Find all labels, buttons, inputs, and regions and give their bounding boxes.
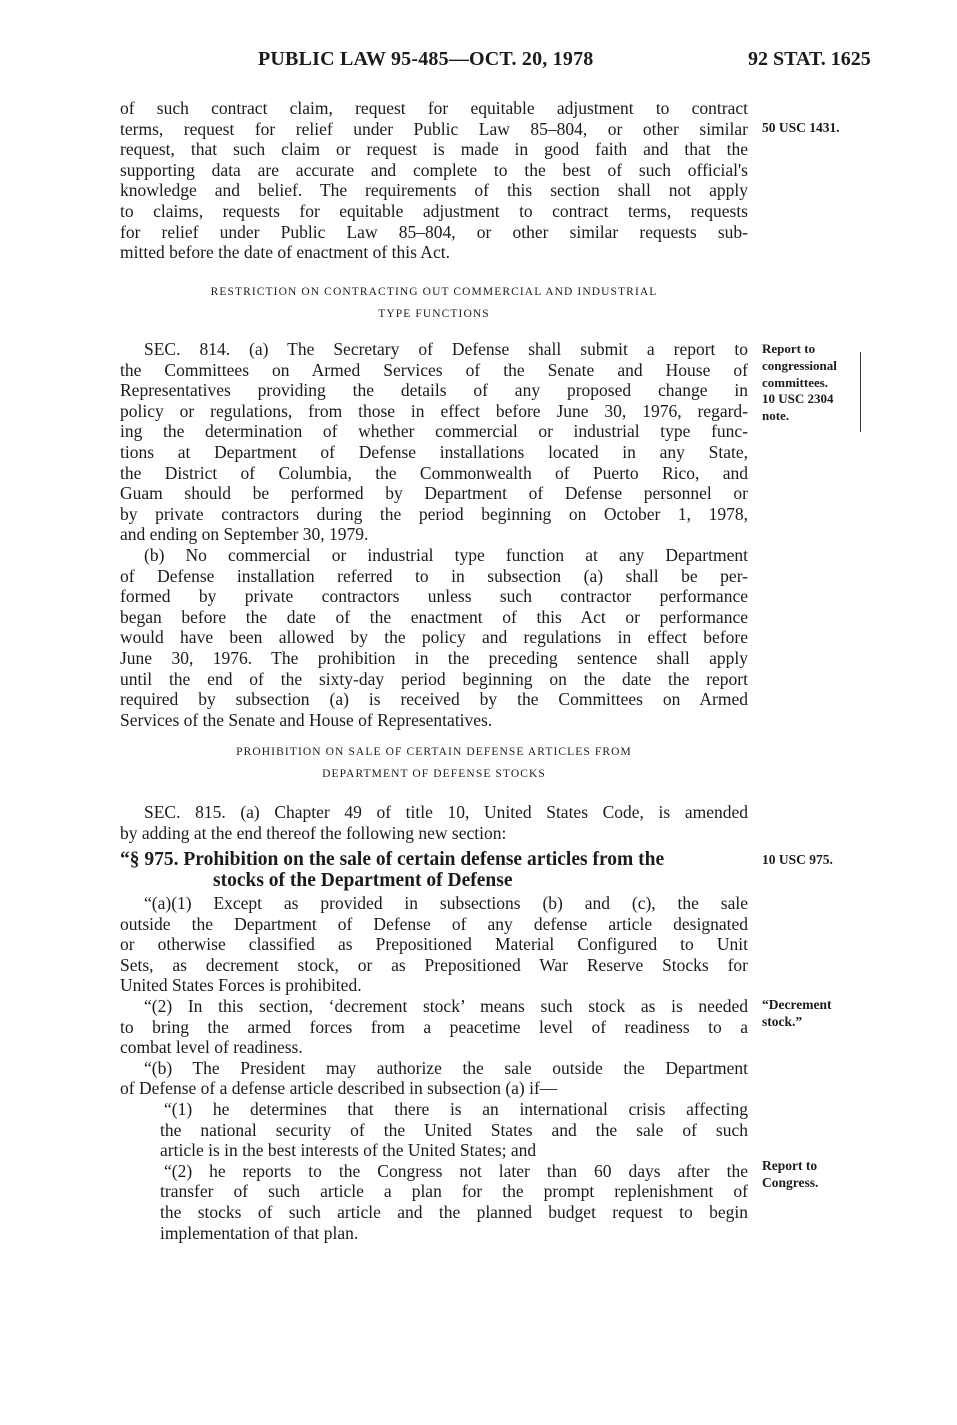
text-line: combat level of readiness. [120,1037,303,1058]
text-line: “(a)(1) Except as provided in subsections (b) and (c), the sale [144,893,748,913]
heading-line: RESTRICTION ON CONTRACTING OUT COMMERCIAL AND INDUSTRIAL [210,286,658,298]
text-line: of such contract claim, request for equitable adjustment to contract [120,98,748,118]
text-line: “(1) he determines that there is an international crisis affecting [164,1098,748,1119]
note-line: Congress. [762,1174,819,1190]
text-line: Representatives providing the details of any proposed change in [120,380,748,401]
title-line: stocks of the Department of Defense [213,870,513,891]
section-975-body [120,893,748,1243]
text-line: knowledge and belief. The requirements of this section shall not apply [120,180,748,201]
text-line: article is in the best interests of the United States; and [160,1140,537,1161]
running-header-stat: 92 STAT. 1625 [748,48,871,70]
section-heading-815 [120,741,748,785]
text-line: policy or regulations, from those in effect before June 30, 1976, regard- [120,400,748,421]
margin-note-report-committees [762,341,837,425]
text-line: began before the date of the enactment of this Act or performance [120,606,748,627]
section-heading-814 [120,281,748,325]
text-line: transfer of such article a plan for the prompt replenishment of [160,1181,748,1202]
text-line: implementation of that plan. [160,1222,359,1243]
note-line: Report to [762,1158,818,1173]
text-line: terms, request for relief under Public Law 85–804, or other similar [120,118,748,139]
text-line: request, that such claim or request is made in good faith and that the [120,139,748,160]
text-line: by adding at the end thereof the following new section: [120,822,507,843]
section-815 [120,802,748,843]
text-line: or otherwise classified as Prepositioned Material Configured to Unit [120,934,748,955]
note-line: 10 USC 975. [762,852,833,867]
text-line: mitted before the date of enactment of this Act. [120,242,450,263]
text-line: Services of the Senate and House of Representatives. [120,709,493,730]
text-line: to bring the armed forces from a peacetime level of readiness to a [120,1016,748,1037]
margin-bracket [860,352,862,432]
note-line: committees. [762,374,829,390]
text-line: the national security of the United States and the sale of such [160,1119,748,1140]
margin-note-report-congress [762,1158,818,1191]
text-line: June 30, 1976. The prohibition in the preceding sentence shall apply [120,647,748,668]
text-line: required by subsection (a) is received by the Committees on Armed [120,689,748,710]
text-line: by private contractors during the period beginning on October 1, 1978, [120,503,748,524]
section-975-title [120,849,760,891]
margin-note-50-usc-1431 [762,120,840,137]
text-line: “(2) he reports to the Congress not later than 60 days after the [164,1160,748,1181]
margin-note-decrement-stock [762,997,831,1030]
heading-line: DEPARTMENT OF DEFENSE STOCKS [322,768,546,780]
note-line: Report to [762,341,816,356]
text-line: the stocks of such article and the planned budget request to begin [160,1201,748,1222]
text-line: supporting data are accurate and complete to the best of such official's [120,159,748,180]
text-line: SEC. 814. (a) The Secretary of Defense shall submit a report to [144,339,748,359]
text-line: the Committees on Armed Services of the Senate and House of [120,359,748,380]
text-line: outside the Department of Defense of any defense article designated [120,913,748,934]
text-line: would have been allowed by the policy and regulations in effect before [120,627,748,648]
note-line: 10 USC 2304 [762,391,834,407]
text-line: the District of Columbia, the Commonwealth of Puerto Rico, and [120,462,748,483]
heading-line: TYPE FUNCTIONS [378,308,490,320]
text-line: to claims, requests for equitable adjustment to contract terms, requests [120,200,748,221]
text-line: “(2) In this section, ‘decrement stock’ means such stock as is needed [144,995,748,1016]
note-line: stock.” [762,1013,803,1029]
text-line: and ending on September 30, 1979. [120,524,369,545]
text-line: ing the determination of whether commercial or industrial type func- [120,421,748,442]
text-line: “(b) The President may authorize the sale outside the Department [144,1057,748,1078]
text-line: for relief under Public Law 85–804, or other similar requests sub- [120,221,748,242]
heading-line: PROHIBITION ON SALE OF CERTAIN DEFENSE ARTICLES FROM [236,746,632,758]
note-line: “Decrement [762,997,832,1012]
text-line: SEC. 815. (a) Chapter 49 of title 10, United States Code, is amended [144,802,748,822]
text-line: of Defense of a defense article described in subsection (a) if— [120,1078,558,1099]
text-line: formed by private contractors unless such contractor performance [120,586,748,607]
text-line: Guam should be performed by Department of Defense personnel or [120,483,748,504]
note-line: note. [762,408,790,424]
text-line: tions at Department of Defense installations located in any State, [120,441,748,462]
section-814 [120,339,748,730]
running-header-title: PUBLIC LAW 95-485—OCT. 20, 1978 [258,48,594,70]
text-line: until the end of the sixty-day period beginning on the date the report [120,668,748,689]
text-line: (b) No commercial or industrial type function at any Department [144,544,748,565]
margin-note-10-usc-975 [762,852,833,869]
title-line: “§ 975. Prohibition on the sale of certain defense articles from the [120,849,665,870]
text-line: United States Forces is prohibited. [120,975,362,996]
note-line: 50 USC 1431. [762,120,840,135]
note-line: congressional [762,357,837,373]
text-line: of Defense installation referred to in subsection (a) shall be per- [120,565,748,586]
text-line: Sets, as decrement stock, or as Prepositioned War Reserve Stocks for [120,954,748,975]
paragraph-continuation [120,98,748,263]
